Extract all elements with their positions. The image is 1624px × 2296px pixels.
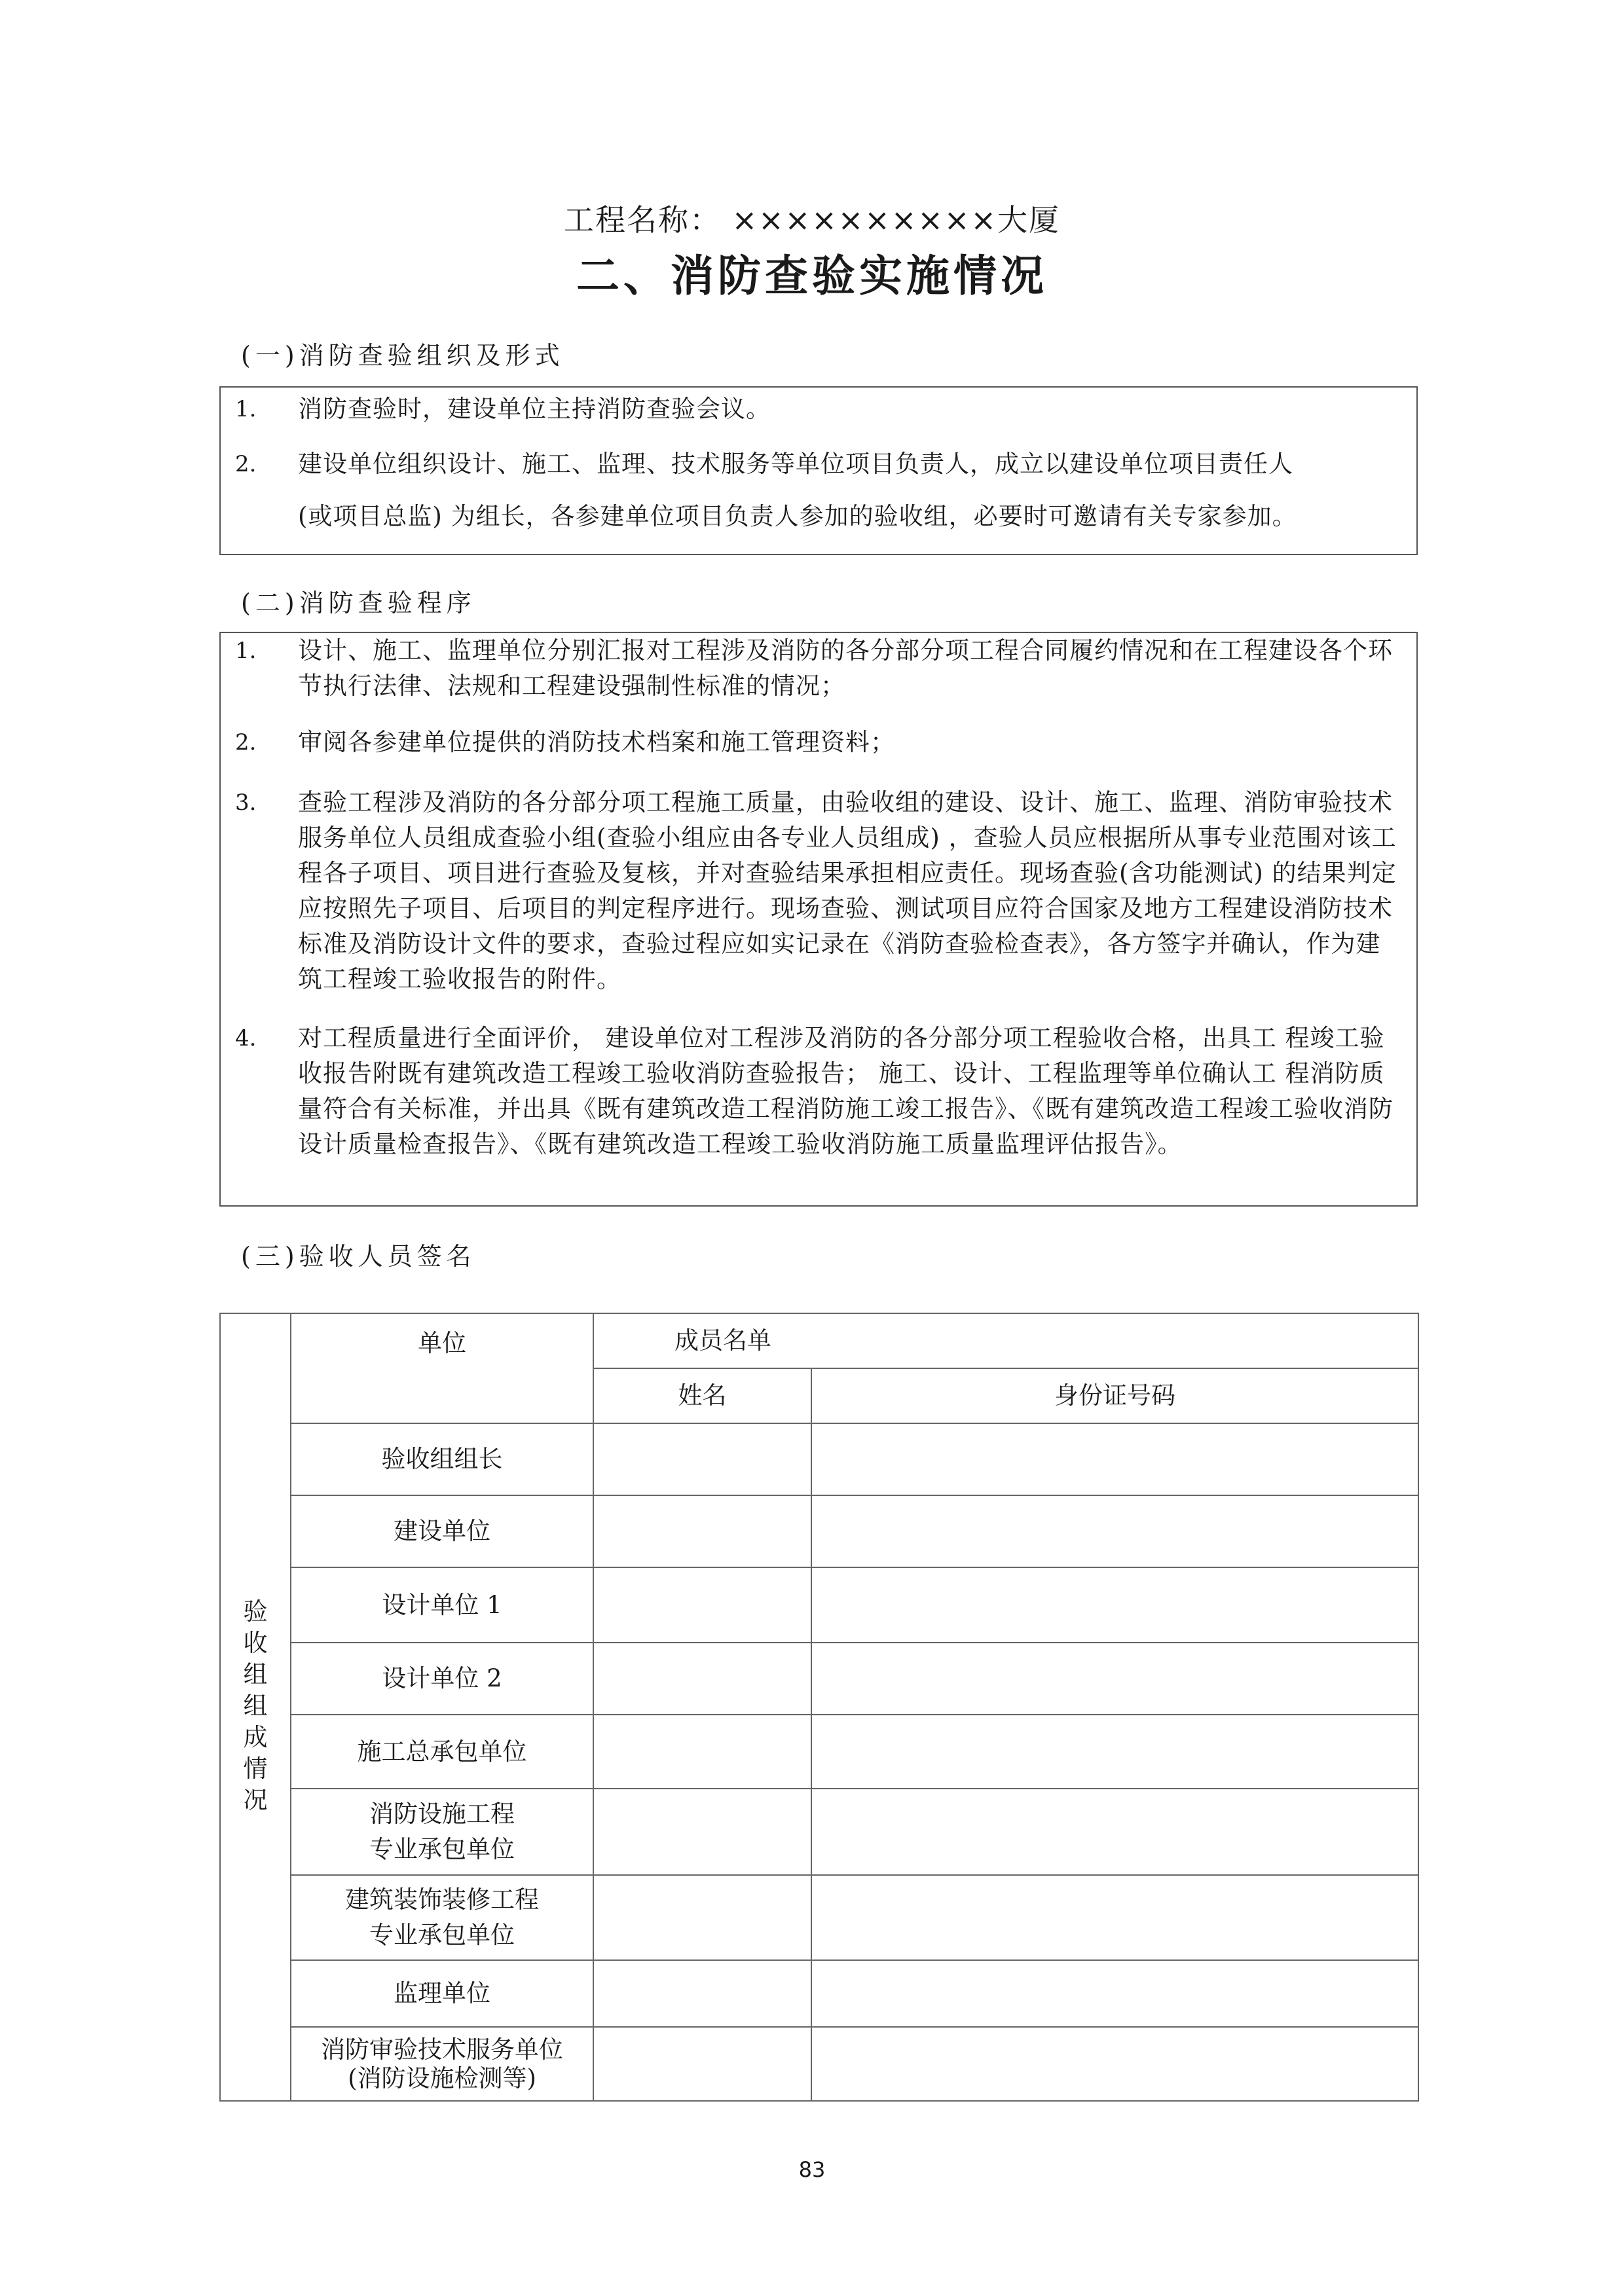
- project-name: 工程名称： ××××××××××大厦: [563, 202, 1061, 238]
- list-item: [221, 725, 1416, 760]
- side-label-cell: [220, 1313, 291, 2101]
- id-cell[interactable]: [811, 1495, 1418, 1567]
- table-row: [220, 1643, 1418, 1715]
- item-text: 消防查验时，建设单位主持消防查验会议。: [298, 395, 771, 423]
- unit-cell: 设计单位 2: [291, 1643, 593, 1715]
- id-cell[interactable]: [811, 1789, 1418, 1875]
- item-text: 设计、施工、监理单位分别汇报对工程涉及消防的各分部分项工程合同履约情况和在工程建设各个环节执行法律、法规和工程建设强制性标准的情况；: [298, 636, 1393, 700]
- section1-heading: (一)消防查验组织及形式: [241, 341, 564, 370]
- side-label: 验收组组成情况: [243, 1597, 268, 1814]
- item-number: 1.: [235, 396, 257, 422]
- list-item: [221, 785, 1416, 1001]
- id-cell[interactable]: [811, 1875, 1418, 1960]
- item-number: 2.: [235, 451, 257, 477]
- unit-cell: [291, 1789, 593, 1875]
- name-cell[interactable]: [593, 1423, 811, 1495]
- id-cell[interactable]: [811, 1423, 1418, 1495]
- header-name: 姓名: [593, 1368, 811, 1423]
- name-cell[interactable]: [593, 1715, 811, 1789]
- id-cell[interactable]: [811, 1643, 1418, 1715]
- id-cell[interactable]: [811, 2027, 1418, 2101]
- table-row: [220, 1567, 1418, 1643]
- list-item-continued: [221, 499, 1416, 534]
- table-row: [220, 1960, 1418, 2027]
- unit-cell: 验收组组长: [291, 1423, 593, 1495]
- item-number: 4.: [235, 1025, 257, 1051]
- item-text: 审阅各参建单位提供的消防技术档案和施工管理资料；: [298, 728, 895, 756]
- item-text: 查验工程涉及消防的各分部分项工程施工质量，由验收组的建设、设计、施工、监理、消防审验技术服务单位人员组成查验小组(查验小组应由各专业人员组成) ，查验人员应根据所从事专业范围对该工程各子项目、项目进行查验及复核，并对查验结果承担相应责任。现场查验(含功能测试) 的结果判定应按照先子项目、后项目的判定程序进行。现场查验、测试项目应符合国家及地方工程建设消防技术标准及消防设计文件的要求，查验过程应如实记录在《消防查验检查表》，各方签字并确认，作为建筑工程竣工验收报告的附件。: [298, 788, 1397, 993]
- name-cell[interactable]: [593, 1495, 811, 1567]
- name-cell[interactable]: [593, 1960, 811, 2027]
- name-cell[interactable]: [593, 1567, 811, 1643]
- table-row: [220, 1495, 1418, 1567]
- unit-line: 专业承包单位: [369, 1921, 515, 1949]
- unit-cell: [291, 1875, 593, 1960]
- page-number: 83: [798, 2157, 826, 2182]
- unit-line: 消防设施工程: [369, 1800, 515, 1828]
- section1-box: [219, 386, 1418, 555]
- page-title: 二、消防查验实施情况: [576, 251, 1048, 301]
- item-text: 建设单位组织设计、施工、监理、技术服务等单位项目负责人，成立以建设单位项目责任人: [298, 450, 1293, 478]
- item-number: 3.: [235, 790, 257, 816]
- name-cell[interactable]: [593, 1789, 811, 1875]
- unit-cell: 设计单位 1: [291, 1567, 593, 1643]
- table-row: [220, 1423, 1418, 1495]
- unit-cell: 建设单位: [291, 1495, 593, 1567]
- signature-table: [219, 1313, 1418, 2100]
- name-cell[interactable]: [593, 1875, 811, 1960]
- unit-line: (消防设施检测等): [348, 2064, 536, 2092]
- table-row: [220, 1715, 1418, 1789]
- header-id: 身份证号码: [811, 1368, 1418, 1423]
- section3-heading: (三)验收人员签名: [241, 1242, 476, 1271]
- name-cell[interactable]: [593, 1643, 811, 1715]
- header-members: 成员名单: [593, 1313, 1418, 1368]
- unit-cell: 施工总承包单位: [291, 1715, 593, 1789]
- unit-line: 建筑装饰装修工程: [345, 1886, 539, 1914]
- id-cell[interactable]: [811, 1960, 1418, 2027]
- item-number: 2.: [235, 729, 257, 756]
- id-cell[interactable]: [811, 1567, 1418, 1643]
- section2-box: [219, 632, 1418, 1207]
- list-item: [221, 392, 1416, 427]
- item-number: 1.: [235, 638, 257, 664]
- list-item: [221, 1021, 1416, 1204]
- unit-line: 专业承包单位: [369, 1835, 515, 1863]
- item-text: (或项目总监) 为组长，各参建单位项目负责人参加的验收组，必要时可邀请有关专家参加。: [298, 502, 1297, 530]
- table-row: [220, 2027, 1418, 2101]
- list-item: [221, 633, 1416, 705]
- unit-cell: 监理单位: [291, 1960, 593, 2027]
- section2-heading: (二)消防查验程序: [241, 589, 476, 617]
- table-row: [220, 1875, 1418, 1960]
- list-item: [221, 446, 1416, 482]
- unit-cell: [291, 2027, 593, 2101]
- id-cell[interactable]: [811, 1715, 1418, 1789]
- item-text: 对工程质量进行全面评价， 建设单位对工程涉及消防的各分部分项工程验收合格，出具工 程竣工验收报告附既有建筑改造工程竣工验收消防查验报告； 施工、设计、工程监理等单位确认工 程消防质量符合有关标准，并出具《既有建筑改造工程消防施工竣工报告》、《既有建筑改造工程竣工验收消防设计质量检查报告》、《既有建筑改造工程竣工验收消防施工质量监理评估报告》。: [298, 1024, 1393, 1158]
- unit-line: 消防审验技术服务单位: [321, 2035, 563, 2064]
- header-unit: 单位: [291, 1313, 593, 1423]
- name-cell[interactable]: [593, 2027, 811, 2101]
- table-row: [220, 1789, 1418, 1875]
